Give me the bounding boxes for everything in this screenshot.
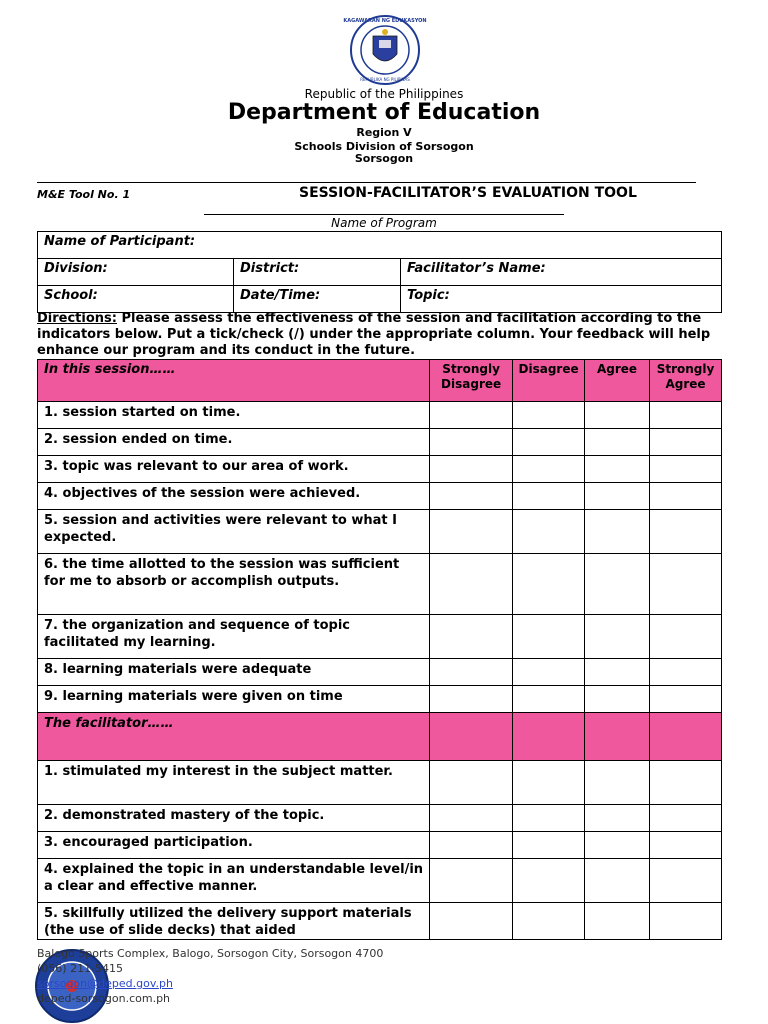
rating-cell[interactable] bbox=[513, 686, 585, 713]
rating-cell[interactable] bbox=[585, 659, 650, 686]
region-heading: Region V bbox=[356, 126, 412, 139]
section-cell bbox=[513, 713, 585, 761]
header-disagree: Disagree bbox=[513, 360, 585, 402]
facilitator-item: 5. skillfully utilized the delivery support materials (the use of slide decks) that aided bbox=[38, 903, 430, 940]
rating-cell[interactable] bbox=[430, 805, 513, 832]
facilitator-item: 3. encouraged participation. bbox=[38, 832, 430, 859]
footer-website[interactable]: deped-sorsogon.com.ph bbox=[37, 992, 171, 1005]
rating-cell[interactable] bbox=[430, 483, 513, 510]
rating-cell[interactable] bbox=[585, 429, 650, 456]
tool-number: M&E Tool No. 1 bbox=[37, 188, 131, 201]
session-item: 4. objectives of the session were achieved. bbox=[38, 483, 430, 510]
session-item: 1. session started on time. bbox=[38, 402, 430, 429]
rating-cell[interactable] bbox=[649, 483, 721, 510]
rating-cell[interactable] bbox=[513, 659, 585, 686]
topic-label: Topic: bbox=[407, 288, 450, 303]
directions-body: Please assess the effectiveness of the session and facilitation according to the indicators below. Put a tick/check (/) under the appropriate column. Your feedback will help enhance our program and its conduct in the future. bbox=[37, 311, 711, 358]
session-item: 8. learning materials were adequate bbox=[38, 659, 430, 686]
rating-cell[interactable] bbox=[430, 832, 513, 859]
rating-cell[interactable] bbox=[513, 615, 585, 659]
facilitator-item: 4. explained the topic in an understandable level/in a clear and effective manner. bbox=[38, 859, 430, 903]
header-strongly-disagree: Strongly Disagree bbox=[430, 360, 513, 402]
rating-cell[interactable] bbox=[585, 761, 650, 805]
header-divider bbox=[37, 182, 696, 183]
rating-cell[interactable] bbox=[513, 510, 585, 554]
district-label: District: bbox=[240, 261, 300, 276]
rating-cell[interactable] bbox=[649, 456, 721, 483]
rating-cell[interactable] bbox=[649, 510, 721, 554]
rating-cell[interactable] bbox=[513, 832, 585, 859]
table-row bbox=[38, 859, 722, 903]
program-name-label: Name of Program bbox=[331, 216, 437, 230]
school-field[interactable] bbox=[38, 286, 234, 313]
header-agree: Agree bbox=[585, 360, 650, 402]
rating-cell[interactable] bbox=[430, 659, 513, 686]
datetime-field[interactable] bbox=[234, 286, 401, 313]
table-row bbox=[38, 429, 722, 456]
rating-cell[interactable] bbox=[649, 903, 721, 940]
evaluation-table bbox=[37, 359, 722, 940]
rating-cell[interactable] bbox=[430, 429, 513, 456]
deped-seal-logo bbox=[333, 14, 437, 86]
rating-cell[interactable] bbox=[513, 402, 585, 429]
rating-cell[interactable] bbox=[585, 554, 650, 615]
rating-cell[interactable] bbox=[513, 456, 585, 483]
rating-cell[interactable] bbox=[585, 615, 650, 659]
table-row bbox=[38, 402, 722, 429]
rating-cell[interactable] bbox=[430, 903, 513, 940]
rating-cell[interactable] bbox=[513, 554, 585, 615]
rating-cell[interactable] bbox=[513, 761, 585, 805]
footer-email-link[interactable]: sorsogon@deped.gov.ph bbox=[37, 977, 173, 990]
seal-subtext: REPUBLIKA NG PILIPINAS bbox=[360, 77, 410, 82]
rating-cell[interactable] bbox=[649, 686, 721, 713]
rating-cell[interactable] bbox=[585, 510, 650, 554]
section-cell bbox=[585, 713, 650, 761]
section-row-facilitator bbox=[38, 713, 722, 761]
rating-cell[interactable] bbox=[430, 686, 513, 713]
rating-cell[interactable] bbox=[649, 554, 721, 615]
division-label: Division: bbox=[44, 261, 108, 276]
session-item: 6. the time allotted to the session was sufficient for me to absorb or accomplish outputs. bbox=[38, 554, 430, 615]
rating-cell[interactable] bbox=[585, 832, 650, 859]
seal-text: KAGAWARAN NG EDUKASYON bbox=[343, 18, 427, 24]
rating-cell[interactable] bbox=[585, 402, 650, 429]
session-item: 7. the organization and sequence of topic facilitated my learning. bbox=[38, 615, 430, 659]
rating-cell[interactable] bbox=[649, 402, 721, 429]
rating-cell[interactable] bbox=[430, 615, 513, 659]
table-row bbox=[38, 554, 722, 615]
rating-cell[interactable] bbox=[513, 805, 585, 832]
footer-contact bbox=[37, 946, 383, 1006]
rating-cell[interactable] bbox=[585, 903, 650, 940]
rating-cell[interactable] bbox=[513, 429, 585, 456]
section-cell bbox=[649, 713, 721, 761]
section-header-facilitator: The facilitator…… bbox=[38, 713, 430, 761]
footer-address: Balogo Sports Complex, Balogo, Sorsogon City, Sorsogon 4700 bbox=[37, 947, 384, 960]
rating-cell[interactable] bbox=[585, 456, 650, 483]
division-heading: Schools Division of Sorsogon bbox=[294, 140, 474, 153]
rating-cell[interactable] bbox=[649, 761, 721, 805]
rating-cell[interactable] bbox=[430, 510, 513, 554]
rating-cell[interactable] bbox=[585, 483, 650, 510]
participant-name-field[interactable] bbox=[38, 232, 722, 259]
republic-heading: Republic of the Philippines bbox=[304, 87, 464, 101]
directions-text bbox=[37, 311, 737, 359]
rating-cell[interactable] bbox=[513, 859, 585, 903]
rating-cell[interactable] bbox=[430, 402, 513, 429]
datetime-label: Date/Time: bbox=[240, 288, 321, 303]
rating-cell[interactable] bbox=[513, 483, 585, 510]
rating-cell[interactable] bbox=[430, 554, 513, 615]
rating-cell[interactable] bbox=[649, 859, 721, 903]
table-row bbox=[38, 456, 722, 483]
participant-info-table bbox=[37, 231, 722, 313]
participant-name-label: Name of Participant: bbox=[44, 234, 196, 249]
table-row bbox=[38, 615, 722, 659]
table-row bbox=[38, 903, 722, 940]
facilitator-item: 2. demonstrated mastery of the topic. bbox=[38, 805, 430, 832]
table-row bbox=[38, 761, 722, 805]
facilitator-item: 1. stimulated my interest in the subject matter. bbox=[38, 761, 430, 805]
rating-cell[interactable] bbox=[430, 859, 513, 903]
rating-cell[interactable] bbox=[649, 615, 721, 659]
rating-cell[interactable] bbox=[430, 761, 513, 805]
session-item: 2. session ended on time. bbox=[38, 429, 430, 456]
section-cell bbox=[430, 713, 513, 761]
session-item: 3. topic was relevant to our area of work. bbox=[38, 456, 430, 483]
district-field[interactable] bbox=[234, 259, 401, 286]
rating-cell[interactable] bbox=[430, 456, 513, 483]
session-item: 5. session and activities were relevant to what I expected. bbox=[38, 510, 430, 554]
table-row bbox=[38, 832, 722, 859]
department-title: Department of Education bbox=[227, 100, 541, 125]
session-item: 9. learning materials were given on time bbox=[38, 686, 430, 713]
header-strongly-agree: Strongly Agree bbox=[649, 360, 721, 402]
table-row bbox=[38, 659, 722, 686]
table-row bbox=[38, 483, 722, 510]
facilitator-name-label: Facilitator’s Name: bbox=[407, 261, 546, 276]
school-label: School: bbox=[44, 288, 98, 303]
rating-cell[interactable] bbox=[585, 805, 650, 832]
section-header-session: In this session…… bbox=[38, 360, 430, 402]
facilitator-name-field[interactable] bbox=[401, 259, 722, 286]
rating-cell[interactable] bbox=[649, 832, 721, 859]
table-row bbox=[38, 805, 722, 832]
rating-cell[interactable] bbox=[649, 805, 721, 832]
rating-cell[interactable] bbox=[585, 859, 650, 903]
directions-label: Directions: bbox=[37, 311, 117, 326]
footer-phone: (056) 211-5415 bbox=[37, 962, 124, 975]
topic-field[interactable] bbox=[401, 286, 722, 313]
table-row bbox=[38, 510, 722, 554]
rating-cell[interactable] bbox=[585, 686, 650, 713]
rating-cell[interactable] bbox=[649, 429, 721, 456]
city-heading: Sorsogon bbox=[354, 152, 414, 165]
rating-cell[interactable] bbox=[649, 659, 721, 686]
division-field[interactable] bbox=[38, 259, 234, 286]
rating-cell[interactable] bbox=[513, 903, 585, 940]
table-row bbox=[38, 686, 722, 713]
program-name-line[interactable] bbox=[204, 214, 564, 215]
tool-title: SESSION-FACILITATOR’S EVALUATION TOOL bbox=[299, 185, 637, 201]
